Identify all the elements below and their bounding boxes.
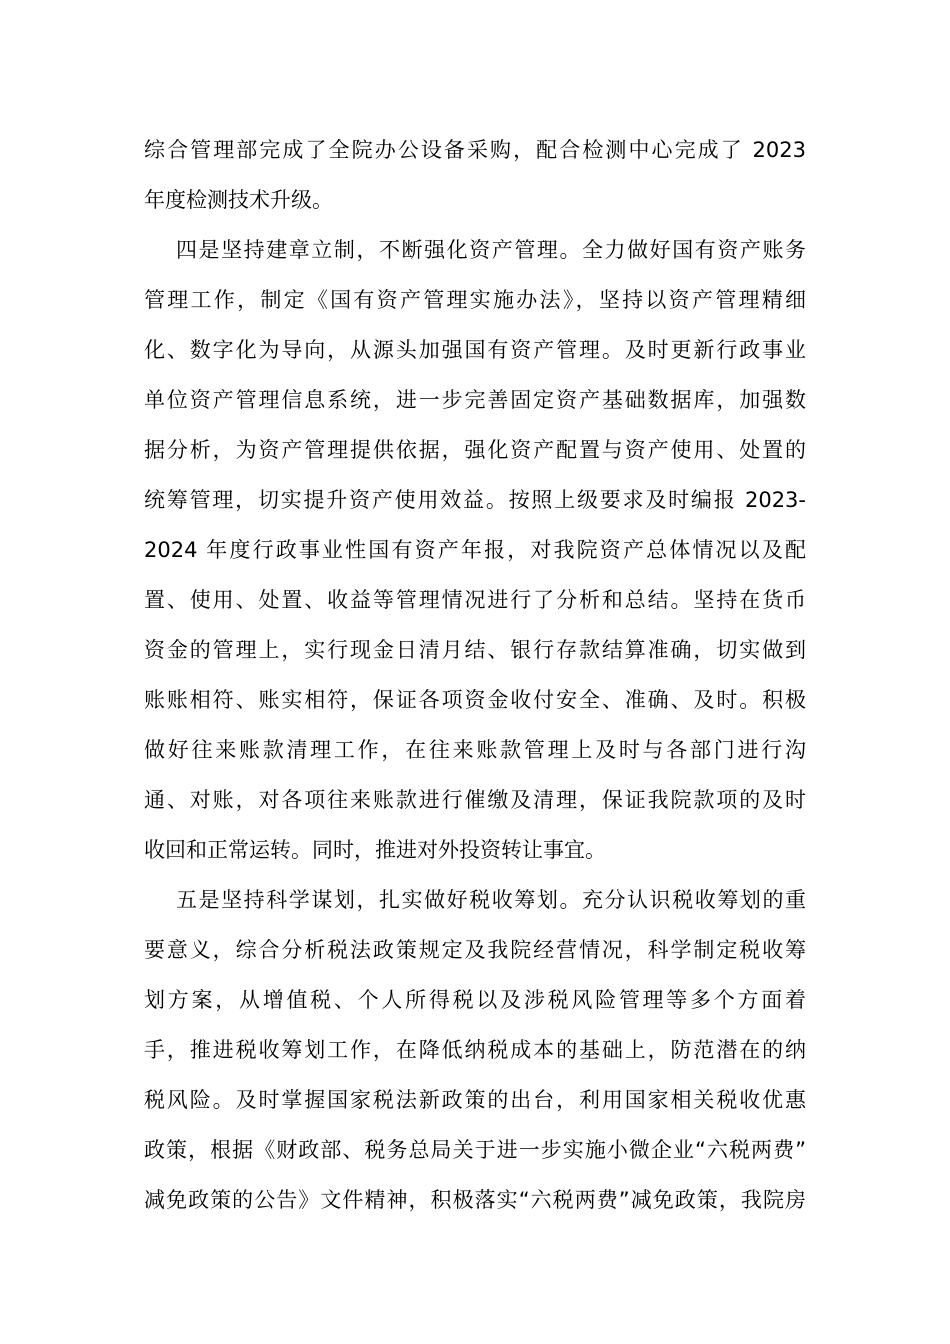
text-line: 管理工作，制定《国有资产管理实施办法》，坚持以资产管理精细 <box>144 288 806 312</box>
text-line: 2024 年度行政事业性国有资产年报，对我院资产总体情况以及配 <box>144 538 806 562</box>
text-line: 单位资产管理信息系统，进一步完善固定资产基础数据库，加强数 <box>144 388 806 412</box>
text-line: 减免政策的公告》文件精神，积极落实“六税两费”减免政策，我院房 <box>144 1188 806 1212</box>
paragraph-start-line: 五是坚持科学谋划，扎实做好税收筹划。充分认识税收筹划的重 <box>176 888 806 912</box>
text-line: 收回和正常运转。同时，推进对外投资转让事宜。 <box>144 838 606 862</box>
text-line: 综合管理部完成了全院办公设备采购，配合检测中心完成了 2023 <box>144 138 806 162</box>
text-line: 税风险。及时掌握国家税法新政策的出台，利用国家相关税收优惠 <box>144 1088 806 1112</box>
text-line: 资金的管理上，实行现金日清月结、银行存款结算准确，切实做到 <box>144 638 806 662</box>
paragraph-start-line: 四是坚持建章立制，不断强化资产管理。全力做好国有资产账务 <box>176 238 806 262</box>
text-line: 置、使用、处置、收益等管理情况进行了分析和总结。坚持在货币 <box>144 588 806 612</box>
text-line: 做好往来账款清理工作，在往来账款管理上及时与各部门进行沟 <box>144 738 806 762</box>
text-line: 政策，根据《财政部、税务总局关于进一步实施小微企业“六税两费” <box>144 1138 806 1162</box>
text-line: 账账相符、账实相符，保证各项资金收付安全、准确、及时。积极 <box>144 688 806 712</box>
text-line: 年度检测技术升级。 <box>144 188 333 212</box>
text-line: 化、数字化为导向，从源头加强国有资产管理。及时更新行政事业 <box>144 338 806 362</box>
text-line: 通、对账，对各项往来账款进行催缴及清理，保证我院款项的及时 <box>144 788 806 812</box>
text-line: 统筹管理，切实提升资产使用效益。按照上级要求及时编报 2023- <box>144 488 806 512</box>
text-line: 手，推进税收筹划工作，在降低纳税成本的基础上，防范潜在的纳 <box>144 1038 806 1062</box>
text-line: 划方案，从增值税、个人所得税以及涉税风险管理等多个方面着 <box>144 988 806 1012</box>
text-line: 要意义，综合分析税法政策规定及我院经营情况，科学制定税收筹 <box>144 938 806 962</box>
text-line: 据分析，为资产管理提供依据，强化资产配置与资产使用、处置的 <box>144 438 806 462</box>
